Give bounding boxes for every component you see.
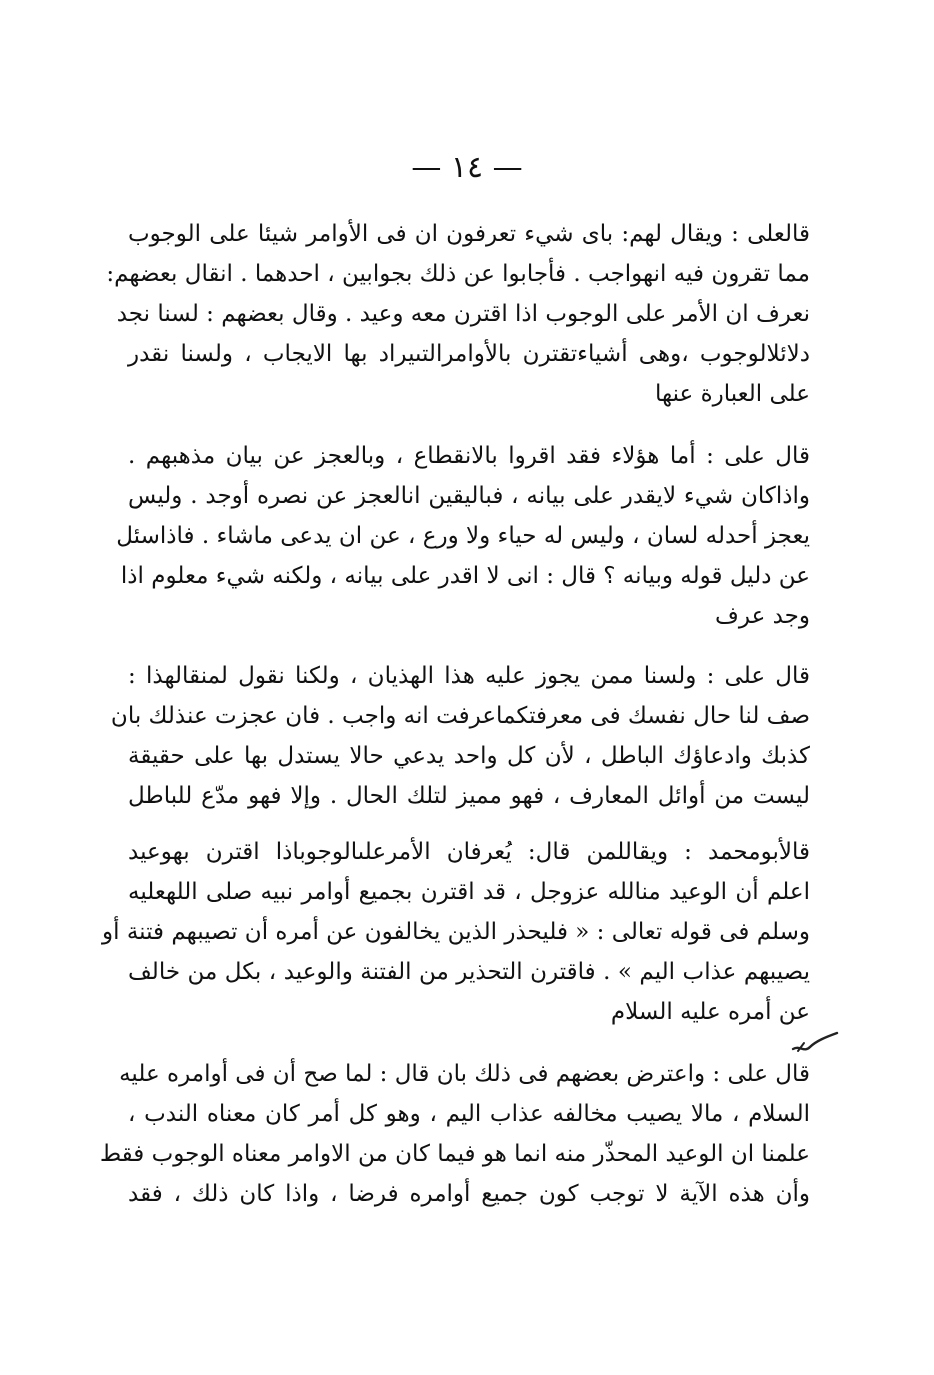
text-line: علمنا ان الوعيد المحذّر منه انما هو فيما كان من الاوامر معناه الوجوب فقط: [99, 1141, 810, 1167]
text-line: عن أمره عليه السلام: [610, 999, 810, 1025]
text-line: ليست من أوائل المعارف ، فهو مميز لتلك الحال . وإلا فهو مدّع للباطل: [128, 783, 810, 809]
paragraph-4: [102, 832, 810, 1032]
text-line: يصيبهم عذاب اليم » . فاقترن التحذير من الفتنة والوعيد ، بكل من خالف: [128, 959, 810, 985]
text-line: وجد عرف: [715, 603, 810, 629]
paragraph-2: [116, 436, 810, 636]
text-line: وسلم فى قوله تعالى : « فليحذر الذين يخالفون عن أمره أن تصيبهم فتنة أو: [102, 919, 810, 945]
text-line: مما تقرون فيه انهواجب . فأجابوا عن ذلك بجوابين ، احدهما . انقال بعضهم:: [106, 261, 810, 287]
text-line: عن دليل قوله وبيانه ؟ قال : انى لا اقدر على بيانه ، ولكنه شيء معلوم اذا: [120, 563, 810, 589]
text-line: قال على : أما هؤلاء فقد اقروا بالانقطاع ، وبالعجز عن بيان مذهبهم .: [128, 443, 810, 469]
text-line: قال على : ولسنا ممن يجوز عليه هذا الهذيان ، ولكنا نقول لمنقالهذا :: [128, 663, 810, 689]
text-line: واذاكان شيء لايقدر على بيانه ، فباليقين انالعجز عن نصره أوجد . وليس: [128, 483, 810, 509]
text-line: يعجز أحدله لسان ، وليس له حياء ولا ورع ، عن ان يدعى ماشاء . فاذاسئل: [116, 523, 810, 549]
text-line: اعلم أن الوعيد منالله عزوجل ، قد اقترن بجميع أوامر نبيه صلى اللهعليه: [128, 879, 810, 905]
margin-pen-mark: [790, 1027, 840, 1057]
text-line: دلائلالوجوب ،وهى أشياءتقترن بالأوامرالتىيراد بها الايجاب ، ولسنا نقدر: [128, 341, 810, 367]
text-line: كذبك وادعاؤك الباطل ، لأن كل واحد يدعي حالا يستدل بها على حقيقة: [128, 743, 810, 769]
page-number: — ١٤ —: [411, 150, 523, 185]
text-line: على العبارة عنها: [654, 381, 810, 407]
paragraph-3: [110, 656, 810, 816]
paragraph-5: [99, 1054, 810, 1214]
paragraph-1: [106, 214, 810, 414]
text-line: وأن هذه الآية لا توجب كون جميع أوامره فرضا ، واذا كان ذلك ، فقد: [128, 1181, 810, 1207]
text-line: السلام ، مالا يصيب مخالفه عذاب اليم ، وهو كل أمر كان معناه الندب ،: [128, 1101, 810, 1127]
text-line: نعرف ان الأمر على الوجوب اذا اقترن معه وعيد . وقال بعضهم : لسنا نجد: [116, 301, 810, 327]
text-line: قالأبومحمد : ويقاللمن قال: يُعرفان الأمرعلىالوجوباذا اقترن بهوعيد: [128, 839, 810, 865]
text-line: صف لنا حال نفسك فى معرفتكماعرفت انه واجب . فان عجزت عنذلك بان: [110, 703, 810, 729]
text-line: قالعلى : ويقال لهم: باى شيء تعرفون ان فى الأوامر شيئا على الوجوب: [128, 221, 810, 247]
text-line: قال على : واعترض بعضهم فى ذلك بان قال : لما صح أن فى أوامره عليه: [119, 1061, 810, 1087]
